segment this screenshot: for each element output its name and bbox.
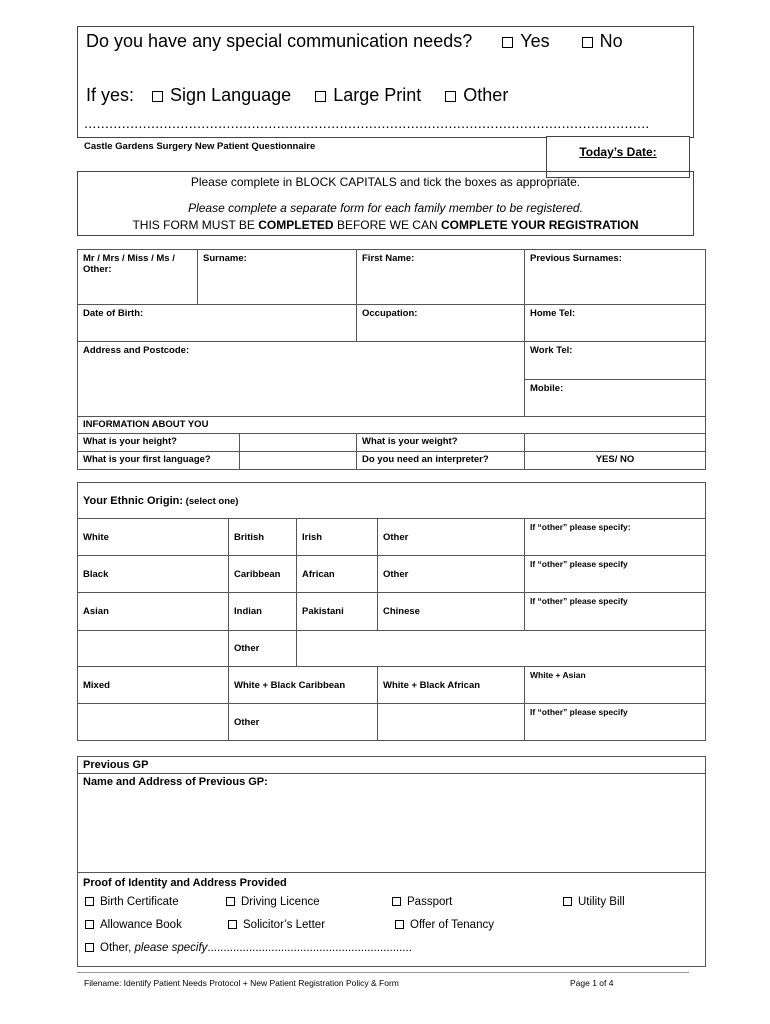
footer-divider: [77, 972, 689, 973]
ethnic-mixed: Mixed: [78, 667, 229, 704]
proof-of-identity-cell: [78, 873, 706, 967]
birth-certificate-option[interactable]: [85, 896, 179, 908]
ethnic-white: White: [78, 519, 229, 556]
occupation-field[interactable]: Occupation:: [357, 305, 525, 342]
birth-certificate-label: Birth Certificate: [100, 896, 179, 908]
language-row: [78, 452, 357, 470]
communication-question: Do you have any special communication needs?: [86, 31, 473, 51]
checkbox[interactable]: [392, 897, 401, 906]
asian-other-field[interactable]: [297, 631, 706, 667]
allowance-book-label: Allowance Book: [100, 919, 182, 931]
interpreter-yes-no[interactable]: YES/ NO: [525, 452, 706, 470]
no-label: No: [599, 31, 623, 51]
mixed-other-option[interactable]: Other: [229, 704, 378, 741]
checkbox[interactable]: [226, 897, 235, 906]
checkbox[interactable]: [563, 897, 572, 906]
home-tel-field[interactable]: Home Tel:: [525, 305, 706, 342]
instruction-emphasis: COMPLETED: [258, 218, 334, 232]
height-label: What is your height?: [83, 436, 177, 447]
yes-label: Yes: [520, 31, 550, 51]
checkbox[interactable]: [395, 920, 404, 929]
ethnic-black: Black: [78, 556, 229, 593]
height-row: [78, 434, 357, 452]
solicitors-letter-option[interactable]: [228, 919, 325, 931]
proof-row-2: [83, 916, 700, 939]
ethnic-asian: Asian: [78, 593, 229, 631]
black-other-specify[interactable]: If “other” please specify: [525, 556, 706, 593]
previous-surnames-field[interactable]: Previous Surnames:: [525, 250, 706, 305]
mixed-other-specify[interactable]: If “other” please specify: [525, 704, 706, 741]
white-black-caribbean-option[interactable]: White + Black Caribbean: [229, 667, 378, 704]
large-print-label: Large Print: [333, 85, 422, 105]
if-yes-label: If yes:: [86, 85, 135, 105]
checkbox[interactable]: [228, 920, 237, 929]
ethnic-heading: Your Ethnic Origin:: [83, 494, 184, 507]
proof-other-dots[interactable]: ................................................................: [207, 942, 412, 954]
black-african-option[interactable]: African: [297, 556, 378, 593]
communication-needs-box: [77, 26, 694, 138]
previous-gp-table: [77, 756, 706, 967]
footer-page-number: Page 1 of 4: [570, 978, 614, 988]
driving-licence-label: Driving Licence: [241, 896, 320, 908]
mobile-field[interactable]: Mobile:: [525, 380, 706, 417]
instruction-block-capitals: Please complete in BLOCK CAPITALS and tick the boxes as appropriate.: [190, 175, 581, 189]
other-checkbox[interactable]: [445, 91, 456, 102]
if-yes-row: [86, 85, 508, 106]
asian-indian-option[interactable]: Indian: [229, 593, 297, 631]
checkbox[interactable]: [85, 943, 94, 952]
weight-field[interactable]: [525, 434, 706, 452]
ethnic-select-one: (select one): [185, 495, 239, 507]
date-of-birth-field[interactable]: Date of Birth:: [78, 305, 357, 342]
empty-cell: [78, 631, 229, 667]
weight-label: What is your weight?: [357, 434, 525, 452]
checkbox[interactable]: [85, 920, 94, 929]
white-british-option[interactable]: British: [229, 519, 297, 556]
title-field[interactable]: Mr / Mrs / Miss / Ms / Other:: [78, 250, 198, 305]
empty-cell: [78, 704, 229, 741]
proof-row-3: [83, 939, 700, 962]
asian-chinese-option[interactable]: Chinese: [378, 593, 525, 631]
empty-cell: [378, 704, 525, 741]
sign-language-label: Sign Language: [170, 85, 292, 105]
ethnic-origin-table: [77, 482, 706, 741]
todays-date-label: Today’s Date:: [579, 145, 657, 159]
white-other-option[interactable]: Other: [378, 519, 525, 556]
other-specify-line[interactable]: .......................................................................................................................................: [84, 115, 650, 131]
instruction-must-complete: [78, 218, 693, 232]
footer-filename: Filename: Identify Patient Needs Protocol + New Patient Registration Policy & Form: [84, 978, 399, 988]
white-other-specify[interactable]: If “other” please specify:: [525, 519, 706, 556]
proof-other-option[interactable]: [85, 942, 412, 954]
language-label: What is your first language?: [83, 454, 211, 465]
ethnic-heading-cell: [78, 483, 706, 519]
instructions-box: [77, 171, 694, 236]
offer-of-tenancy-option[interactable]: [395, 919, 494, 931]
utility-bill-option[interactable]: [563, 896, 625, 908]
proof-other-specify: please specify: [134, 942, 208, 954]
utility-bill-label: Utility Bill: [578, 896, 625, 908]
info-about-you-heading: INFORMATION ABOUT YOU: [78, 417, 706, 434]
previous-gp-heading: Previous GP: [78, 757, 706, 774]
white-black-african-option[interactable]: White + Black African: [378, 667, 525, 704]
checkbox[interactable]: [85, 897, 94, 906]
instruction-text: THIS FORM MUST BE: [132, 218, 259, 232]
divider: [239, 452, 240, 469]
instruction-text: BEFORE WE CAN: [333, 218, 441, 232]
white-irish-option[interactable]: Irish: [297, 519, 378, 556]
passport-label: Passport: [407, 896, 453, 908]
work-tel-field[interactable]: Work Tel:: [525, 342, 706, 380]
proof-heading: Proof of Identity and Address Provided: [83, 877, 287, 889]
communication-question-row: [86, 31, 623, 52]
divider: [239, 434, 240, 451]
questionnaire-title: Castle Gardens Surgery New Patient Questionnaire: [84, 141, 316, 152]
first-name-field[interactable]: First Name:: [357, 250, 525, 305]
address-postcode-field[interactable]: Address and Postcode:: [78, 342, 525, 417]
instruction-emphasis: COMPLETE YOUR REGISTRATION: [440, 218, 639, 232]
personal-details-table: [77, 249, 706, 470]
solicitors-letter-label: Solicitor’s Letter: [243, 919, 326, 931]
previous-gp-name-address-field[interactable]: Name and Address of Previous GP:: [78, 774, 706, 873]
instruction-separate-form: Please complete a separate form for each family member to be registered.: [188, 201, 583, 215]
allowance-book-option[interactable]: [85, 919, 182, 931]
white-asian-option[interactable]: White + Asian: [525, 667, 706, 704]
sign-language-checkbox[interactable]: [152, 91, 163, 102]
proof-row-1: [83, 893, 700, 916]
asian-other-specify[interactable]: If “other” please specify: [525, 593, 706, 631]
surname-field[interactable]: Surname:: [198, 250, 357, 305]
other-label: Other: [463, 85, 509, 105]
black-other-option[interactable]: Other: [378, 556, 525, 593]
asian-other-option[interactable]: Other: [229, 631, 297, 667]
offer-of-tenancy-label: Offer of Tenancy: [410, 919, 494, 931]
passport-option[interactable]: [392, 896, 452, 908]
large-print-checkbox[interactable]: [315, 91, 326, 102]
driving-licence-option[interactable]: [226, 896, 320, 908]
no-checkbox[interactable]: [582, 37, 593, 48]
interpreter-label: Do you need an interpreter?: [357, 452, 525, 470]
proof-other-label: Other,: [100, 942, 135, 954]
black-caribbean-option[interactable]: Caribbean: [229, 556, 297, 593]
yes-checkbox[interactable]: [502, 37, 513, 48]
asian-pakistani-option[interactable]: Pakistani: [297, 593, 378, 631]
